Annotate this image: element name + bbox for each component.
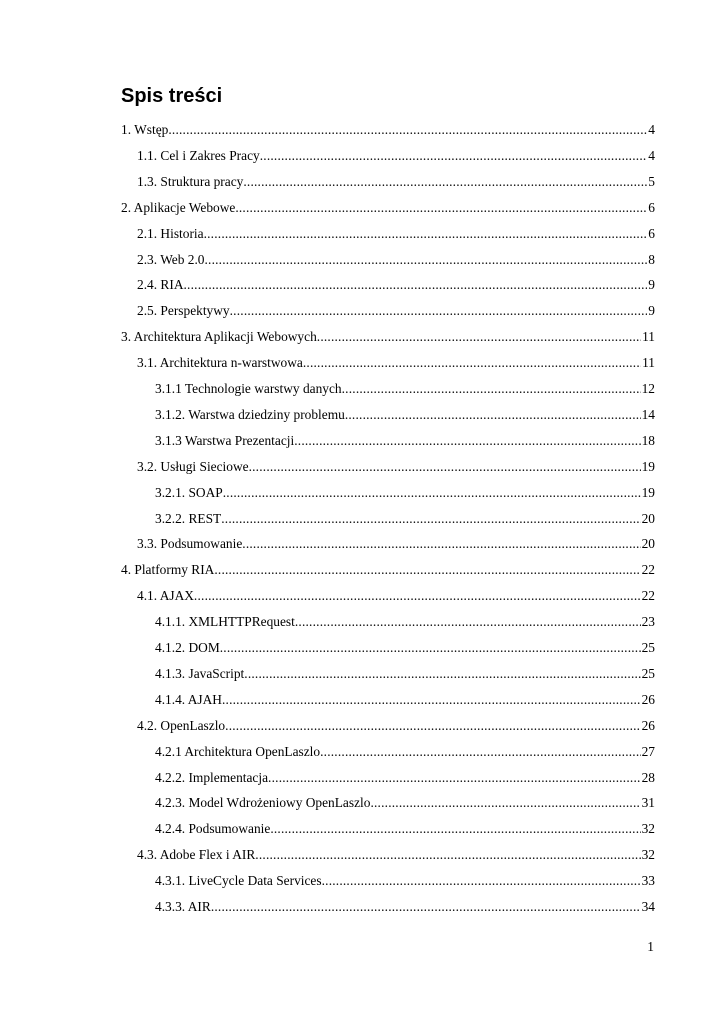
toc-entry-label: 2.3. Web 2.0	[137, 252, 205, 267]
toc-entry-label: 4.1.3. JavaScript	[155, 666, 245, 681]
dot-leader	[268, 768, 641, 788]
dot-leader	[243, 172, 647, 192]
dot-leader	[320, 742, 641, 762]
dot-leader	[230, 301, 648, 321]
dot-leader	[223, 483, 641, 503]
toc-entry-label: 2. Aplikacje Webowe	[121, 200, 236, 215]
toc-entry-page: 18	[641, 433, 655, 448]
toc-entry-page: 6	[648, 226, 655, 241]
dot-leader	[221, 509, 640, 529]
toc-entry[interactable]	[155, 742, 655, 762]
toc-entry[interactable]	[137, 534, 655, 554]
toc-entry-label: 4.1.1. XMLHTTPRequest	[155, 614, 295, 629]
toc-entry-label: 4.2.1 Architektura OpenLaszlo	[155, 744, 321, 759]
dot-leader	[345, 405, 641, 425]
toc-entry[interactable]	[137, 146, 655, 166]
dot-leader	[260, 146, 648, 166]
toc-entry[interactable]	[155, 690, 655, 710]
page-title: Spis treści	[121, 85, 223, 107]
dot-leader	[204, 224, 648, 244]
toc-entry[interactable]	[155, 664, 655, 684]
dot-leader	[295, 612, 641, 632]
dot-leader	[249, 457, 641, 477]
toc-entry-page: 20	[641, 536, 655, 551]
toc-entry-label: 2.4. RIA	[137, 277, 184, 292]
toc-entry-label: 4.3.1. LiveCycle Data Services	[155, 873, 322, 888]
toc-entry-label: 4.2.4. Podsumowanie	[155, 821, 271, 836]
dot-leader	[220, 638, 641, 658]
toc-entry[interactable]	[137, 275, 655, 295]
toc-entry-page: 8	[648, 252, 655, 267]
page-number: 1	[647, 939, 654, 954]
toc-entry-page: 26	[641, 718, 655, 733]
toc-entry-page: 26	[641, 692, 655, 707]
toc-entry-label: 4.1.4. AJAH	[155, 692, 222, 707]
dot-leader	[370, 793, 640, 813]
toc-entry-page: 25	[641, 666, 655, 681]
toc-entry-label: 4.2. OpenLaszlo	[137, 718, 226, 733]
toc-entry[interactable]	[155, 871, 655, 891]
toc-entry[interactable]	[155, 768, 655, 788]
toc-entry-label: 4. Platformy RIA	[121, 562, 215, 577]
toc-entry[interactable]	[137, 301, 655, 321]
toc-entry-label: 4.2.2. Implementacja	[155, 770, 269, 785]
toc-entry-page: 14	[641, 407, 655, 422]
toc-entry-label: 4.1. AJAX	[137, 588, 194, 603]
toc-entry[interactable]	[137, 224, 655, 244]
dot-leader	[168, 120, 647, 140]
toc-entry[interactable]	[137, 716, 655, 736]
toc-entry-page: 11	[642, 329, 655, 344]
toc-entry-page: 25	[641, 640, 655, 655]
dot-leader	[211, 897, 641, 917]
toc-entry-page: 6	[648, 200, 655, 215]
toc-entry-page: 34	[641, 899, 655, 914]
toc-entry[interactable]	[121, 120, 655, 140]
toc-entry-page: 11	[642, 355, 655, 370]
toc-entry-label: 3.2. Usługi Sieciowe	[137, 459, 249, 474]
toc-entry[interactable]	[155, 793, 655, 813]
toc-entry[interactable]	[137, 845, 655, 865]
toc-entry[interactable]	[155, 612, 655, 632]
toc-entry-page: 27	[641, 744, 655, 759]
toc-entry-page: 22	[641, 588, 655, 603]
toc-entry[interactable]	[121, 198, 655, 218]
toc-entry-label: 3. Architektura Aplikacji Webowych	[121, 329, 317, 344]
toc-entry-label: 3.1.2. Warstwa dziedziny problemu	[155, 407, 345, 422]
toc-entry[interactable]	[137, 353, 655, 373]
toc-entry[interactable]	[155, 897, 655, 917]
toc-entry-page: 32	[641, 847, 655, 862]
toc-entry-page: 19	[641, 485, 655, 500]
toc-entry[interactable]	[137, 172, 655, 192]
dot-leader	[303, 353, 641, 373]
toc-entry-page: 9	[648, 277, 655, 292]
toc-entry[interactable]	[155, 509, 655, 529]
toc-entry[interactable]	[155, 638, 655, 658]
toc-entry-label: 4.3. Adobe Flex i AIR	[137, 847, 256, 862]
toc-entry-label: 4.2.3. Model Wdrożeniowy OpenLaszlo	[155, 795, 371, 810]
dot-leader	[214, 560, 640, 580]
toc-entry-page: 23	[641, 614, 655, 629]
toc-entry-page: 31	[641, 795, 655, 810]
toc-entry[interactable]	[137, 250, 655, 270]
dot-leader	[244, 664, 640, 684]
toc-entry-label: 2.5. Perspektywy	[137, 303, 230, 318]
dot-leader	[294, 431, 640, 451]
toc-entry-page: 19	[641, 459, 655, 474]
toc-entry-label: 3.1.1 Technologie warstwy danych	[155, 381, 342, 396]
toc-entry[interactable]	[121, 327, 655, 347]
toc-entry-page: 5	[648, 174, 655, 189]
dot-leader	[225, 716, 640, 736]
toc-entry[interactable]	[155, 483, 655, 503]
toc-entry[interactable]	[155, 405, 655, 425]
dot-leader	[342, 379, 641, 399]
toc-entry-page: 4	[648, 122, 655, 137]
toc-entry-page: 33	[641, 873, 655, 888]
toc-entry-page: 9	[648, 303, 655, 318]
toc-entry-page: 12	[641, 381, 655, 396]
toc-entry-page: 4	[648, 148, 655, 163]
toc-entry-label: 3.1.3 Warstwa Prezentacji	[155, 433, 295, 448]
toc-entry-label: 1.3. Struktura pracy	[137, 174, 244, 189]
toc-entry-label: 4.1.2. DOM	[155, 640, 220, 655]
dot-leader	[235, 198, 647, 218]
toc-entry-label: 2.1. Historia	[137, 226, 204, 241]
toc-entry-label: 1. Wstęp	[121, 122, 169, 137]
dot-leader	[317, 327, 641, 347]
toc-entry[interactable]	[155, 819, 655, 839]
dot-leader	[222, 690, 641, 710]
toc-entry[interactable]	[121, 560, 655, 580]
dot-leader	[322, 871, 641, 891]
toc-entry-page: 20	[641, 511, 655, 526]
toc-entry[interactable]	[137, 586, 655, 606]
toc-entry-label: 3.2.2. REST	[155, 511, 222, 526]
toc-entry-page: 22	[641, 562, 655, 577]
toc-entry[interactable]	[155, 379, 655, 399]
dot-leader	[270, 819, 640, 839]
dot-leader	[204, 250, 647, 270]
toc-entry-label: 3.2.1. SOAP	[155, 485, 223, 500]
toc-entry-label: 1.1. Cel i Zakres Pracy	[137, 148, 260, 163]
dot-leader	[194, 586, 641, 606]
dot-leader	[255, 845, 640, 865]
toc-entry-page: 28	[641, 770, 655, 785]
toc-entry-label: 4.3.3. AIR	[155, 899, 211, 914]
toc-entry-label: 3.1. Architektura n-warstwowa	[137, 355, 303, 370]
toc-entry-label: 3.3. Podsumowanie	[137, 536, 243, 551]
toc-entry[interactable]	[137, 457, 655, 477]
dot-leader	[184, 275, 648, 295]
dot-leader	[242, 534, 640, 554]
toc-entry-page: 32	[641, 821, 655, 836]
toc-entry[interactable]	[155, 431, 655, 451]
